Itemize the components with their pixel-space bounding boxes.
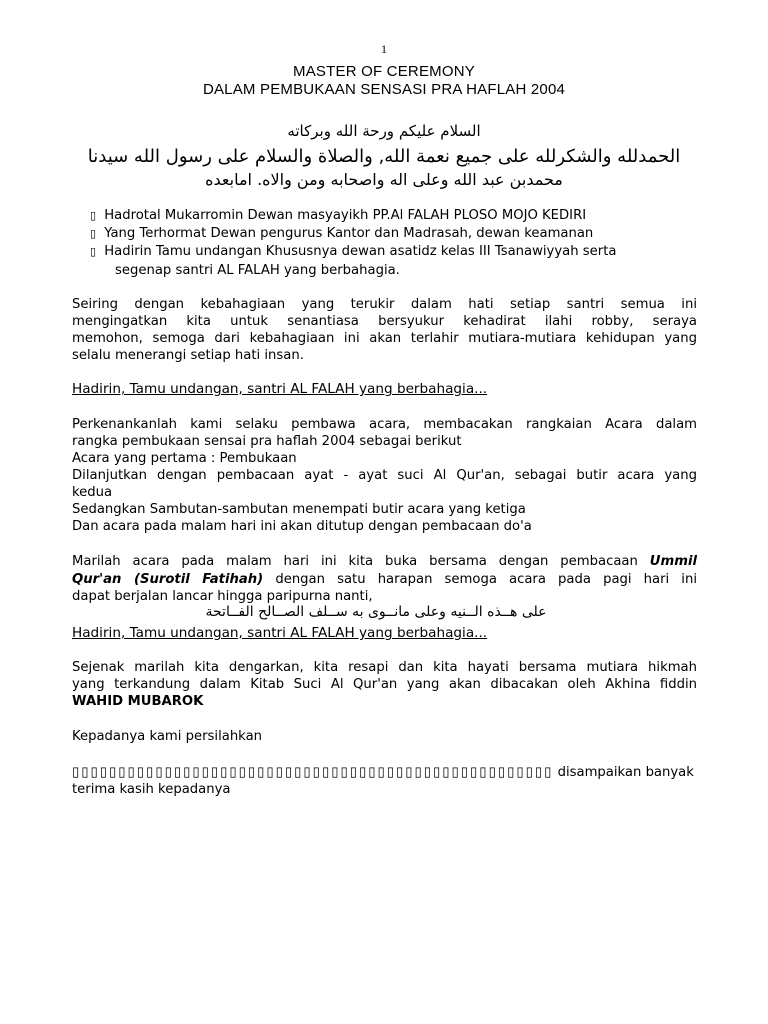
- greeting-heading: Hadirin, Tamu undangan, santri AL FALAH yang berbahagia...: [72, 625, 488, 641]
- paragraph-line: Acara yang pertama : Pembukaan: [72, 451, 297, 466]
- salutation-item: [90, 225, 593, 242]
- salutation-text: Hadrotal Mukarromin Dewan masyayikh PP.Al FALAH PLOSO MOJO KEDIRI: [104, 208, 587, 223]
- paragraph-line: selalu menerangi setiap hati insan.: [72, 348, 304, 363]
- paragraph-line: Seiring dengan kebahagiaan yang terukir dalam hati setiap santri semua ini: [72, 297, 697, 312]
- paragraph-line: kedua: [72, 485, 113, 500]
- greeting-heading: Hadirin, Tamu undangan, santri AL FALAH yang berbahagia...: [72, 381, 488, 397]
- bullet-icon: ▯: [90, 245, 97, 258]
- text-run: dengan satu harapan semoga acara pada pagi hari ini: [275, 572, 697, 587]
- salutation-text: Hadirin Tamu undangan Khususnya dewan asatidz kelas III Tsanawiyyah serta: [104, 244, 617, 259]
- paragraph-line: Dan acara pada malam hari ini akan ditutup dengan pembacaan do'a: [72, 519, 532, 534]
- document-title: MASTER OF CEREMONY: [293, 63, 475, 80]
- salutation-item: [90, 207, 586, 224]
- paragraph-line: mengingatkan kita untuk senantiasa bersyukur kehadirat ilahi robby, seraya: [72, 314, 697, 329]
- paragraph-line: terima kasih kepadanya: [72, 782, 231, 797]
- arabic-prayer-line: على هــذه الــنيه وعلى مانــوى به ســلف الصــالح الفــاتحة: [205, 604, 547, 620]
- arabic-praise-line-2: محمدبن عبد الله وعلى اله واصحابه ومن والاه. امابعده: [205, 170, 563, 189]
- reciter-name: WAHID MUBAROK: [72, 694, 204, 709]
- arabic-praise-line-1: الحمدلله والشكرلله على جميع نعمة الله, والصلاة والسلام على رسول الله سيدنا: [87, 146, 681, 167]
- paragraph-line: yang terkandung dalam Kitab Suci Al Qur'an yang akan dibacakan oleh Akhina fiddin: [72, 677, 697, 692]
- salutation-continuation: segenap santri AL FALAH yang berbahagia.: [115, 263, 400, 278]
- bullet-icon: ▯: [90, 209, 97, 222]
- salutation-item: [90, 243, 616, 260]
- salutation-text: Yang Terhormat Dewan pengurus Kantor dan Madrasah, dewan keamanan: [104, 226, 594, 241]
- bullet-icon: ▯: [90, 227, 97, 240]
- missing-glyph-run: ▯▯▯▯▯▯▯▯▯▯▯▯▯▯▯▯▯▯▯▯▯▯▯▯▯▯▯▯▯▯▯▯▯▯▯▯▯▯▯▯▯▯▯▯▯▯▯▯▯▯▯▯: [72, 765, 554, 780]
- text-run: Marilah acara pada malam hari ini kita buka bersama dengan pembacaan: [72, 554, 638, 569]
- document-subtitle: DALAM PEMBUKAAN SENSASI PRA HAFLAH 2004: [202, 81, 566, 98]
- arabic-greeting: السلام عليكم ورحة الله وبركاته: [287, 122, 481, 140]
- text-run: disampaikan banyak: [557, 765, 694, 780]
- paragraph-line: [72, 764, 694, 781]
- paragraph-line: Dilanjutkan dengan pembacaan ayat - ayat suci Al Qur'an, sebagai butir acara yang: [72, 468, 697, 483]
- emphasis-run: Ummil: [649, 554, 697, 569]
- paragraph-line: [72, 553, 697, 570]
- paragraph-line: Sejenak marilah kita dengarkan, kita resapi dan kita hayati bersama mutiara hikmah: [72, 660, 697, 675]
- paragraph-line: dapat berjalan lancar hingga paripurna nanti,: [72, 589, 373, 604]
- paragraph-line: rangka pembukaan sensai pra haflah 2004 sebagai berikut: [72, 434, 462, 449]
- page-number: 1: [381, 42, 387, 56]
- emphasis-run: Qur'an (Surotil Fatihah): [72, 572, 264, 587]
- paragraph-line: [72, 571, 697, 588]
- paragraph-line: memohon, semoga dari kebahagiaan ini akan terlahir mutiara-mutiara kehidupan yang: [72, 331, 697, 346]
- invitation-line: Kepadanya kami persilahkan: [72, 729, 263, 744]
- paragraph-line: Sedangkan Sambutan-sambutan menempati butir acara yang ketiga: [72, 502, 526, 517]
- paragraph-line: Perkenankanlah kami selaku pembawa acara, membacakan rangkaian Acara dalam: [72, 417, 697, 432]
